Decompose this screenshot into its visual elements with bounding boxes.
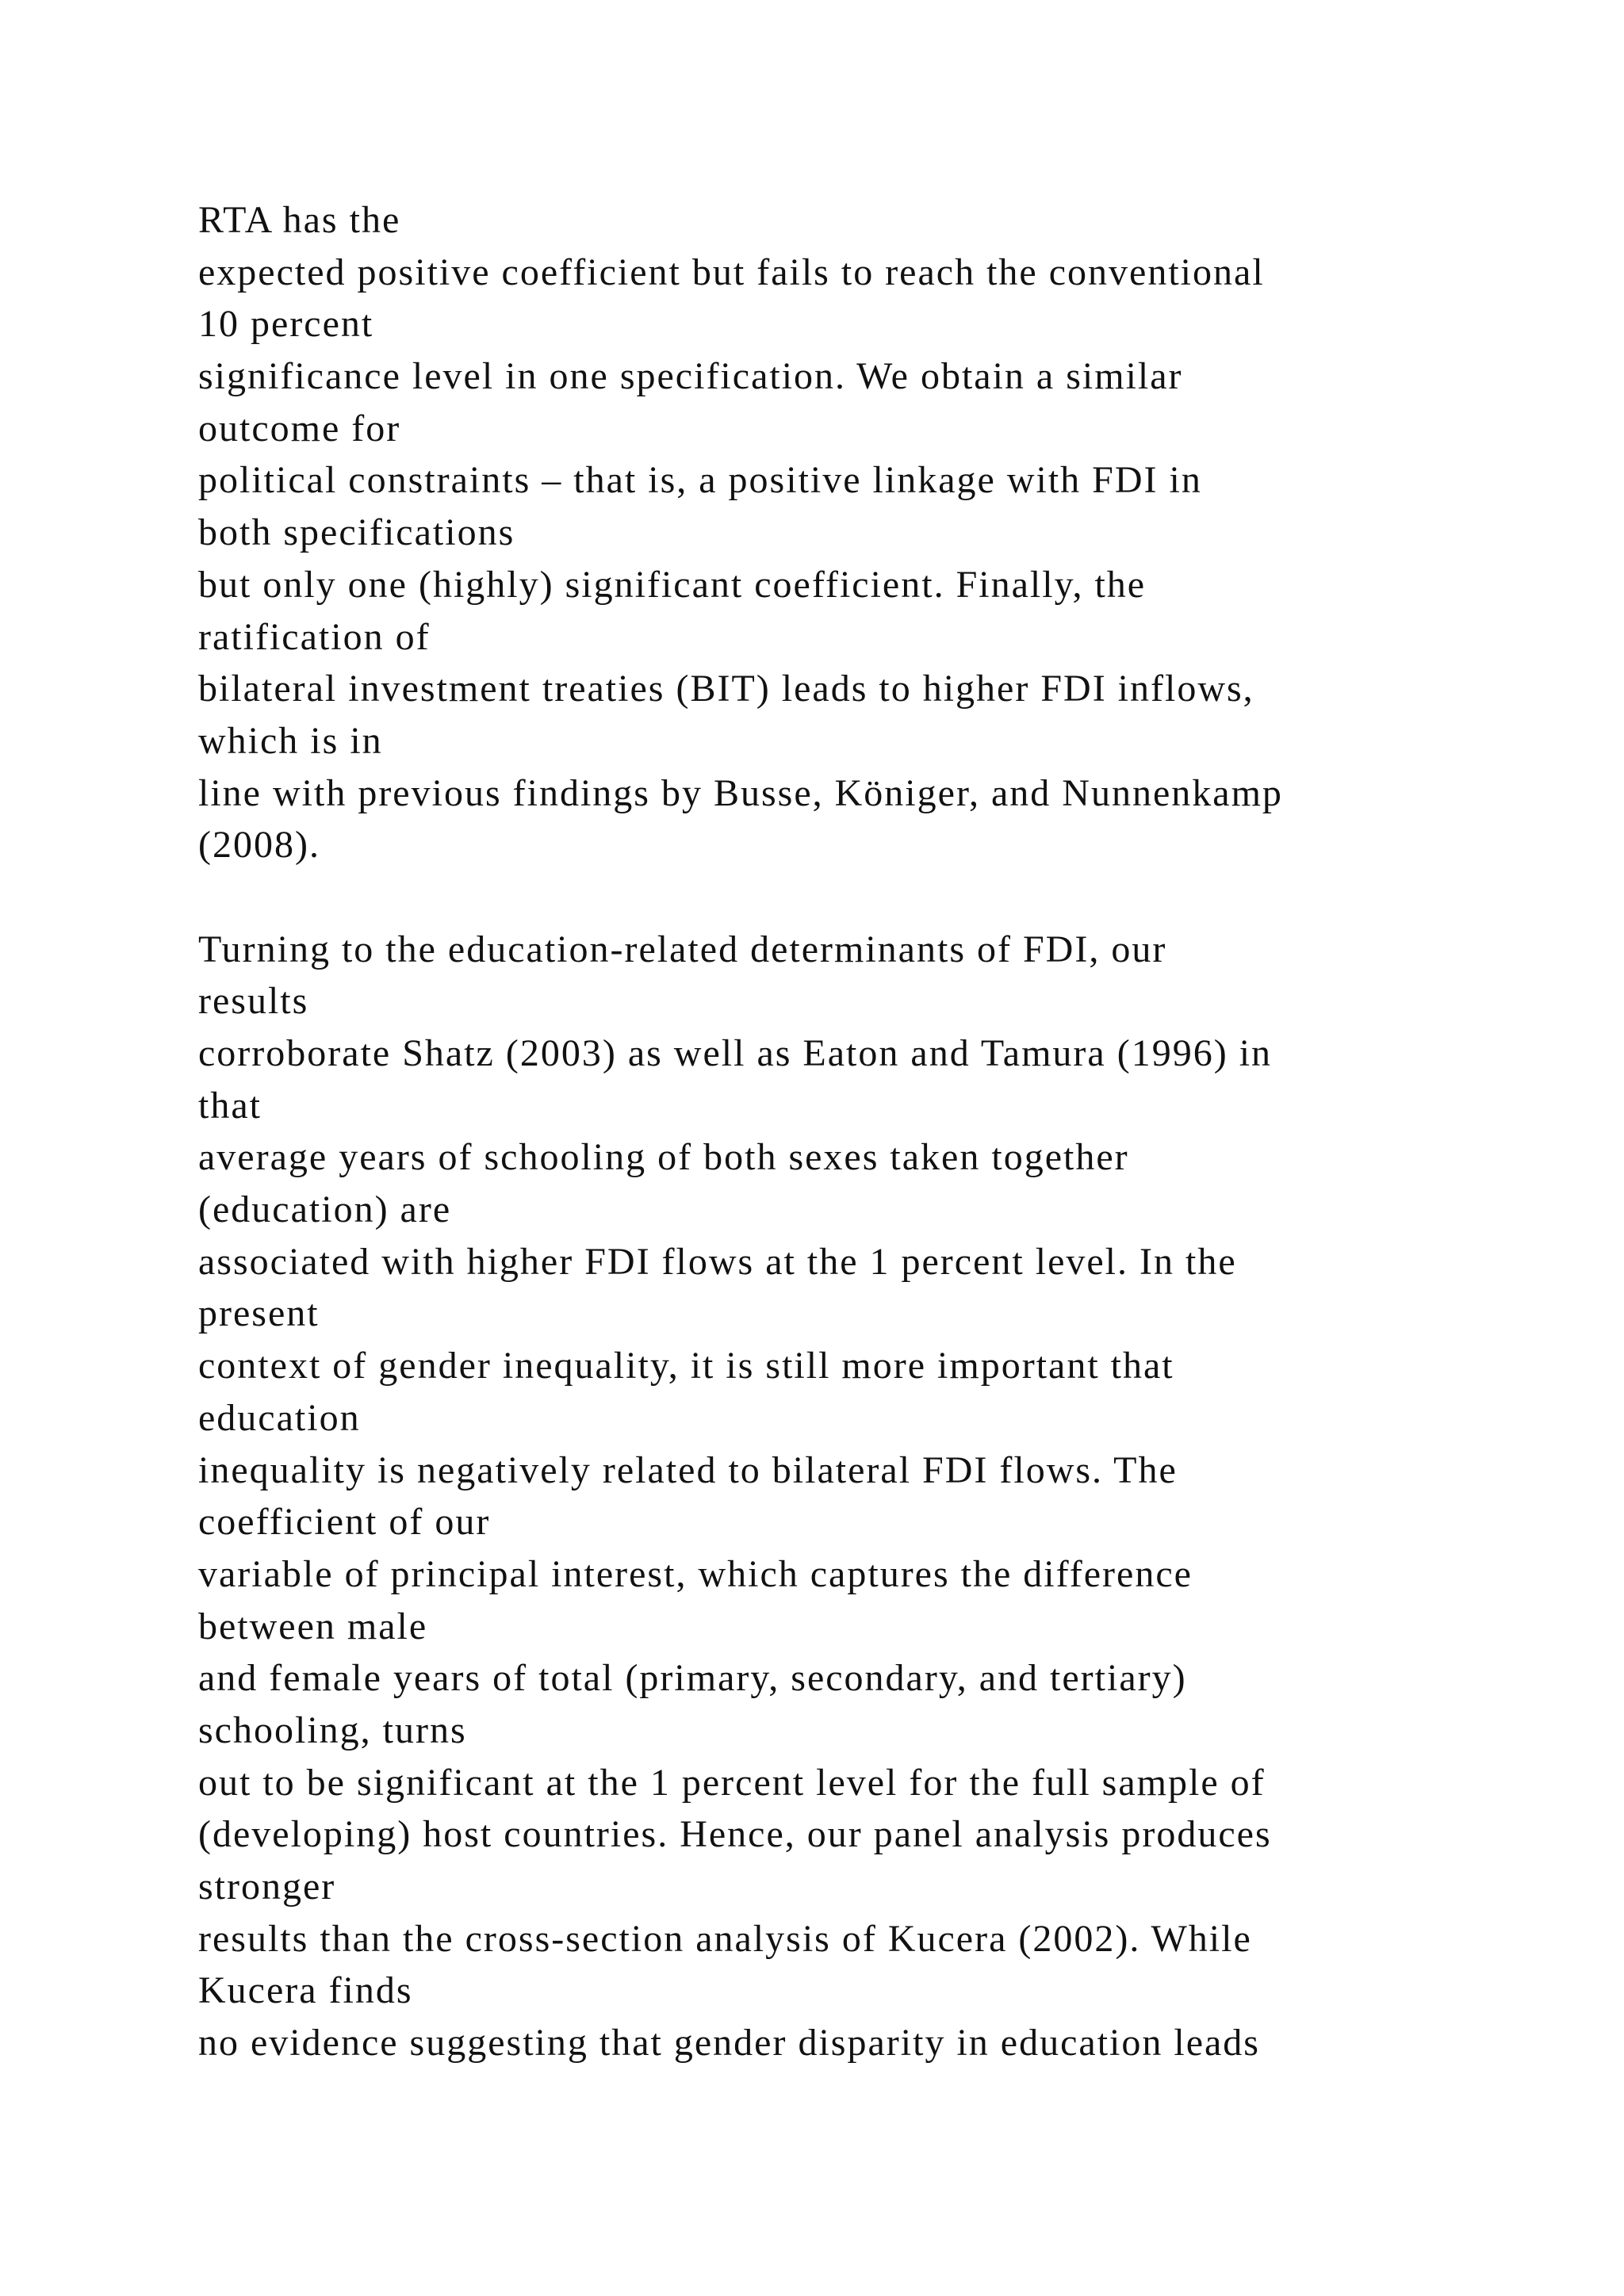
text-line: ratification of	[198, 615, 431, 658]
text-line: no evidence suggesting that gender disparity in education leads	[198, 2022, 1260, 2064]
text-line: RTA has the	[198, 199, 401, 241]
text-line: between male	[198, 1605, 428, 1647]
text-line: outcome for	[198, 407, 401, 450]
text-line: corroborate Shatz (2003) as well as Eaton and Tamura (1996) in	[198, 1032, 1273, 1074]
text-line: (2008).	[198, 824, 320, 867]
text-line: present	[198, 1292, 320, 1335]
text-line: expected positive coefficient but fails to reach the conventional	[198, 251, 1265, 293]
text-line: associated with higher FDI flows at the 1 percent level. In the	[198, 1240, 1237, 1283]
text-line: (developing) host countries. Hence, our panel analysis produces	[198, 1813, 1272, 1856]
text-line: that	[198, 1084, 262, 1127]
paragraph-1	[198, 194, 1515, 871]
text-line: bilateral investment treaties (BIT) leads to higher FDI inflows,	[198, 668, 1254, 710]
text-line: schooling, turns	[198, 1709, 467, 1751]
body-text	[198, 194, 1515, 2069]
text-line: coefficient of our	[198, 1501, 491, 1544]
text-line: education	[198, 1396, 361, 1439]
paragraph-2	[198, 924, 1515, 2069]
text-line: context of gender inequality, it is still more important that	[198, 1345, 1174, 1387]
text-line: significance level in one specification. We obtain a similar	[198, 355, 1183, 398]
text-line: (education) are	[198, 1188, 452, 1231]
text-line: Kucera finds	[198, 1969, 413, 2012]
text-line: stronger	[198, 1866, 336, 1908]
text-line: out to be significant at the 1 percent level for the full sample of	[198, 1761, 1266, 1804]
text-line: average years of schooling of both sexes taken together	[198, 1136, 1129, 1179]
text-line: results than the cross-section analysis of Kucera (2002). While	[198, 1917, 1252, 1960]
text-line: both specifications	[198, 511, 515, 554]
text-line: line with previous findings by Busse, Königer, and Nunnenkamp	[198, 771, 1283, 814]
text-line: but only one (highly) significant coefficient. Finally, the	[198, 563, 1147, 606]
text-line: and female years of total (primary, secondary, and tertiary)	[198, 1657, 1187, 1700]
text-line: inequality is negatively related to bilateral FDI flows. The	[198, 1448, 1178, 1491]
text-line: 10 percent	[198, 303, 374, 346]
text-line: results	[198, 980, 309, 1023]
text-line: variable of principal interest, which captures the difference	[198, 1552, 1193, 1595]
text-line: political constraints – that is, a positive linkage with FDI in	[198, 459, 1202, 502]
text-line: which is in	[198, 719, 383, 762]
paragraph-break	[198, 871, 1515, 924]
text-line: Turning to the education-related determinants of FDI, our	[198, 928, 1167, 970]
